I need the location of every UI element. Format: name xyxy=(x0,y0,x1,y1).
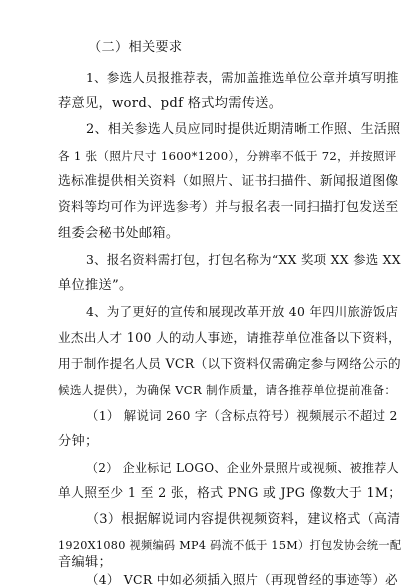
paragraph-line: 候选人提供），为确保 VCR 制作质量，请各推荐单位提前准备： xyxy=(58,383,397,397)
paragraph-line: 用于制作提名人员 VCR（以下资料仅需确定参与网络公示的 xyxy=(58,356,401,371)
list-item-line: 1920X1080 视频编码 MP4 码流不低于 15M）打包发协会统一配 xyxy=(58,539,402,552)
paragraph-line: 3、报名资料需打包，打包名称为“XX 奖项 XX 参选 XX xyxy=(86,252,401,267)
list-item-line: （3）根据解说词内容提供视频资料，建议格式（高清 xyxy=(86,512,401,527)
paragraph-line: 4、为了更好的宣传和展现改革开放 40 年四川旅游饭店 xyxy=(86,304,399,319)
paragraph-line: 业杰出人才 100 人的动人事迹，请推荐单位准备以下资料， xyxy=(58,330,401,345)
paragraph-line: 2、相关参选人员应同时提供近期清晰工作照、生活照 xyxy=(86,122,401,137)
paragraph-line: 组委会秘书处邮箱。 xyxy=(58,226,180,241)
list-item-line: 单人照至少 1 至 2 张，格式 PNG 或 JPG 像数大于 1M； xyxy=(58,486,402,501)
list-item-line: 音编辑； xyxy=(58,555,112,570)
paragraph-line: 选标准提供相关资料（如照片、证书扫描件、新闻报道图像 xyxy=(58,174,399,189)
paragraph-line: 各 1 张（照片尺寸 1600*1200），分辨率不低于 72，并按照评 xyxy=(58,149,397,163)
list-item-line: （1） 解说词 260 字（含标点符号）视频展示不超过 2 xyxy=(86,408,398,423)
paragraph-line: 单位推送”。 xyxy=(58,278,133,293)
paragraph-line: 资料等均可作为评选参考）并与报名表一同扫描打包发送至 xyxy=(58,200,399,215)
paragraph-line: 1、参选人员报推荐表，需加盖推选单位公章并填写明推 xyxy=(86,70,399,85)
paragraph-line: 荐意见，word、pdf 格式均需传送。 xyxy=(58,96,283,111)
list-item-line: 分钟； xyxy=(58,434,99,449)
section-heading: （二）相关要求 xyxy=(88,40,183,55)
list-item-line: （4） VCR 中如必须插入照片（再现曾经的事迹等）必 xyxy=(86,572,398,587)
list-item-line: （2） 企业标记 LOGO、企业外景照片或视频、被推荐人 xyxy=(86,461,399,475)
